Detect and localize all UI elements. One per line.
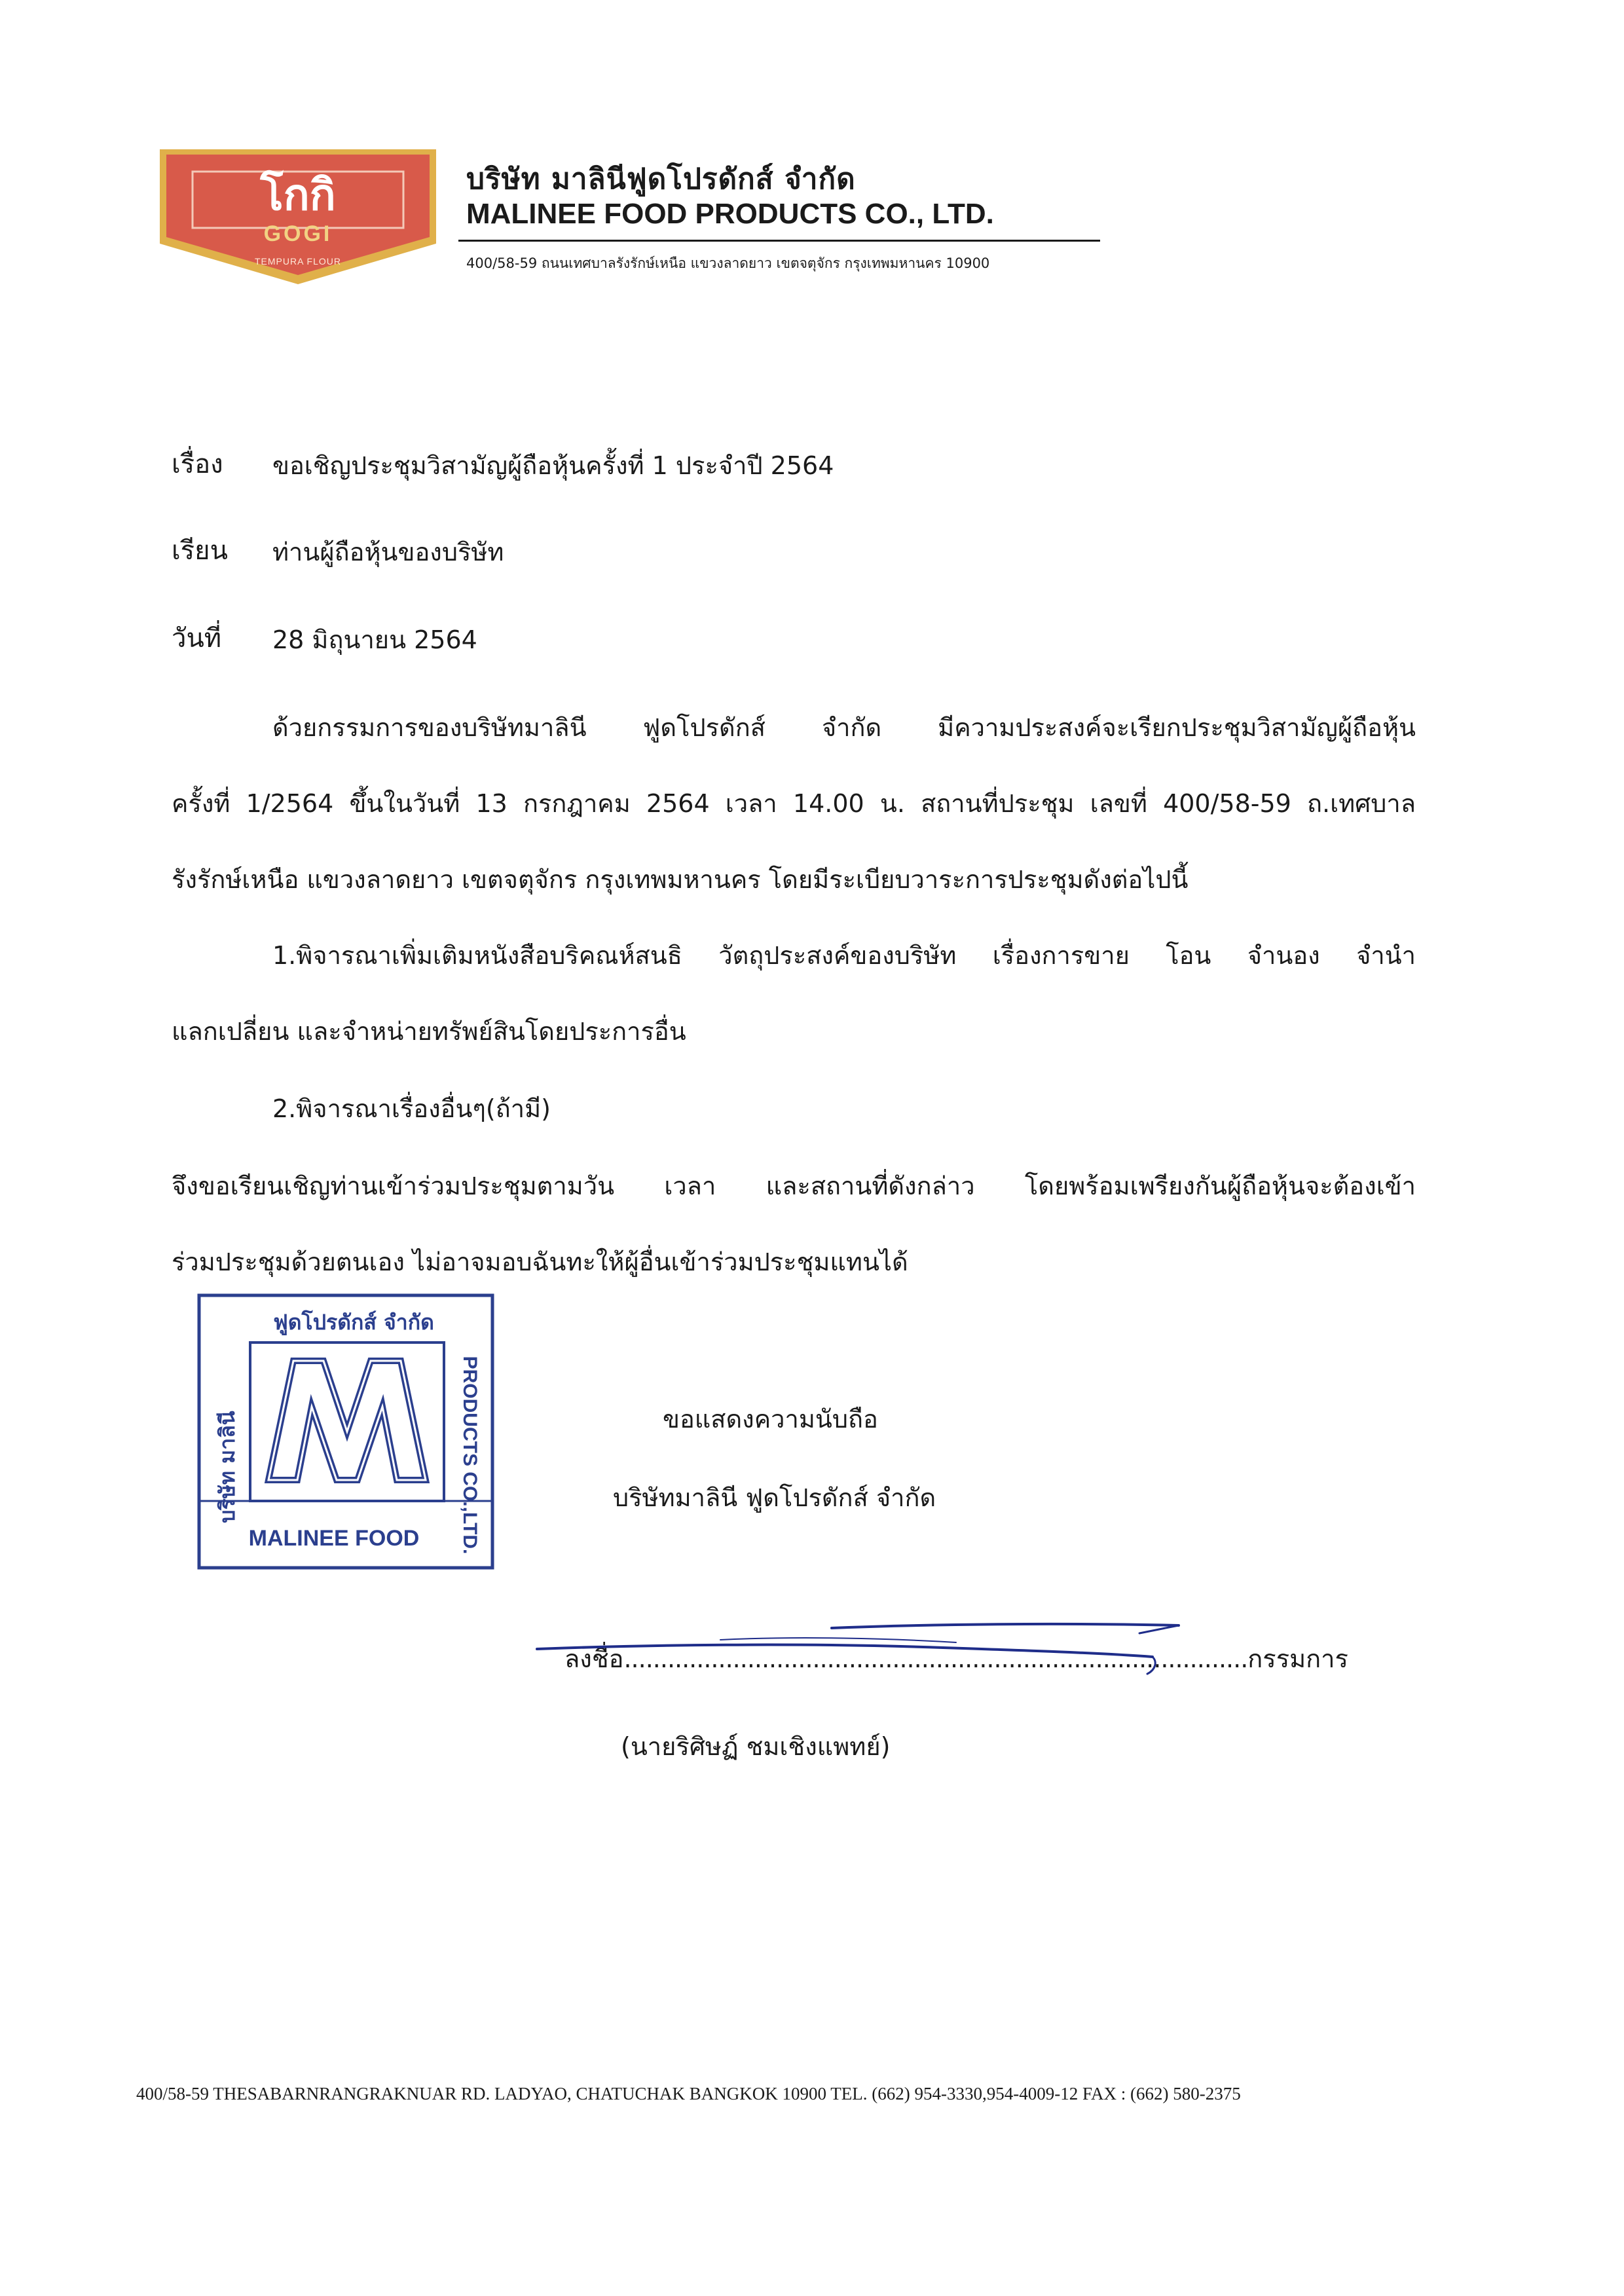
company-name-th: บริษัท มาลินีฟูดโปรดักส์ จำกัด	[466, 162, 856, 196]
agenda-item-2: 2.พิจารณาเรื่องอื่นๆ(ถ้ามี)	[272, 1094, 551, 1123]
agenda-item-1-line2: แลกเปลี่ยน และจำหน่ายทรัพย์สินโดยประการอื่น	[172, 1017, 686, 1046]
body-para1-line1: ด้วยกรรมการของบริษัทมาลินี ฟูดโปรดักส์ จำกัด มีความประสงค์จะเรียกประชุมวิสามัญผู้ถือหุ้น	[272, 713, 1416, 742]
signer-name: (นายริศิษฏ์ ชมเชิงแพทย์)	[621, 1732, 891, 1761]
closing-company: บริษัทมาลินี ฟูดโปรดักส์ จำกัด	[613, 1483, 936, 1512]
company-logo	[157, 145, 439, 287]
to-label: เรียน	[172, 536, 228, 566]
date-label: วันที่	[172, 623, 222, 654]
to-value: ท่านผู้ถือหุ้นของบริษัท	[272, 538, 504, 566]
header-divider	[458, 240, 1100, 242]
stamp-bottom-text: MALINEE FOOD	[248, 1526, 420, 1551]
body-para1-line2: ครั้งที่ 1/2564 ขึ้นในวันที่ 13 กรกฎาคม 2564 เวลา 14.00 น. สถานที่ประชุม เลขที่ 400/58-59 ถ.เทศบาล	[172, 789, 1416, 818]
logo-product-text: TEMPURA FLOUR	[254, 256, 342, 267]
logo-brand-text: GOGI	[263, 221, 333, 246]
invite-line2: ร่วมประชุมด้วยตนเอง ไม่อาจมอบฉันทะให้ผู้อื่นเข้าร่วมประชุมแทนได้	[172, 1248, 908, 1276]
agenda-item-1-line1: 1.พิจารณาเพิ่มเติมหนังสือบริคณห์สนธิ วัตถุประสงค์ของบริษัท เรื่องการขาย โอน จำนอง จำนำ	[272, 941, 1416, 970]
invite-line1: จึงขอเรียนเชิญท่านเข้าร่วมประชุมตามวัน เวลา และสถานที่ดังกล่าว โดยพร้อมเพรียงกันผู้ถือหุ้นจะต้องเข้า	[172, 1172, 1416, 1200]
body-para1-line3: รังรักษ์เหนือ แขวงลาดยาว เขตจตุจักร กรุงเทพมหานคร โดยมีระเบียบวาระการประชุมดังต่อไปนี้	[172, 865, 1189, 894]
stamp-right-text: PRODUCTS CO.,LTD.	[459, 1356, 481, 1555]
sign-title: กรรมการ	[1247, 1644, 1348, 1673]
subject-label: เรื่อง	[172, 449, 223, 479]
footer-address: 400/58-59 THESABARNRANGRAKNUAR RD. LADYAO, CHATUCHAK BANGKOK 10900 TEL. (662) 954-3330,954-4009-12 FAX : (662) 580-2375	[136, 2084, 1241, 2103]
sign-prefix: ลงชื่อ	[564, 1644, 624, 1673]
stamp-left-text: บริษัท มาลินี	[215, 1411, 240, 1523]
handwritten-signature	[524, 1610, 1192, 1682]
company-name-en: MALINEE FOOD PRODUCTS CO., LTD.	[466, 198, 994, 230]
stamp-top-text: ฟูดโปรดักส์ จำกัด	[273, 1310, 434, 1335]
header-address: 400/58-59 ถนนเทศบาลรังรักษ์เหนือ แขวงลาดยาว เขตจตุจักร กรุงเทพมหานคร 10900	[466, 255, 990, 271]
logo-thai-text: โกกิ	[260, 170, 336, 220]
closing-regards: ขอแสดงความนับถือ	[663, 1405, 878, 1434]
stamp-m-logo-icon	[268, 1361, 426, 1480]
date-value: 28 มิถุนายน 2564	[272, 625, 477, 654]
subject-value: ขอเชิญประชุมวิสามัญผู้ถือหุ้นครั้งที่ 1 ประจำปี 2564	[272, 451, 834, 480]
company-stamp	[195, 1291, 496, 1572]
sign-dots: ......................................................................................	[623, 1644, 1248, 1673]
